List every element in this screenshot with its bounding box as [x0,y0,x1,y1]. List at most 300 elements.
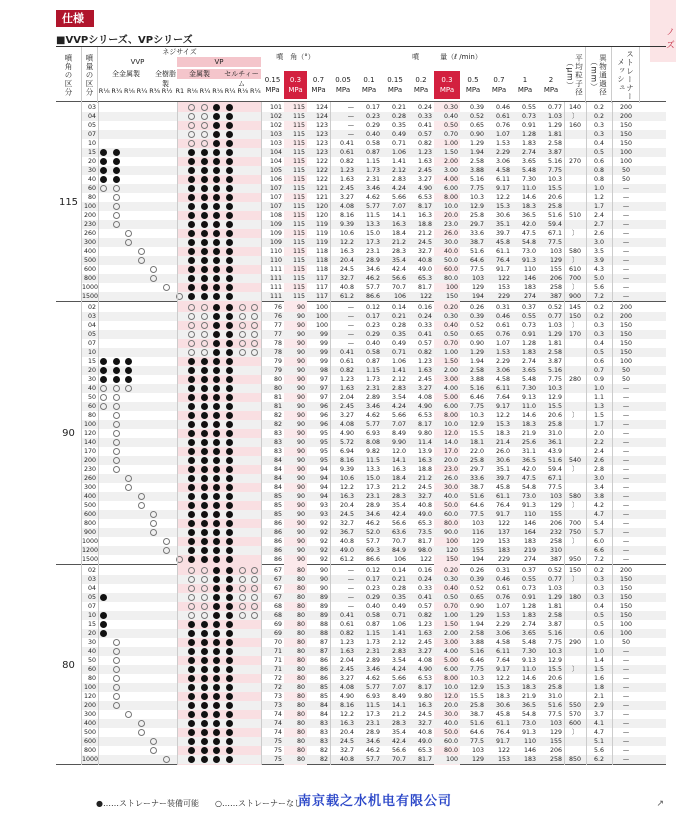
flow-value-cell: 0.57 [417,340,432,347]
angle-value-cell: 82 [319,747,328,754]
flow-value-cell: 5.16 [547,367,562,374]
free-pass-cell: 1.5 [593,412,604,419]
table-row [82,202,666,211]
free-pass-cell: 1.7 [593,203,604,210]
flow-value-cell: 34.6 [365,266,380,273]
flow-value-cell: 18.3 [521,421,536,428]
no-strainer-dot-icon [113,657,120,664]
flow-code-cell: 400 [83,720,96,727]
strainer-available-dot-icon [113,158,120,165]
angle-value-cell: 80 [296,702,305,709]
angle-value-cell: 117 [315,293,328,300]
strainer-mesh-cell: — [622,502,630,509]
strainer-available-dot-icon [213,358,220,365]
flow-value-cell: 40.8 [417,502,432,509]
strainer-mesh-cell: 150 [619,131,633,138]
strainer-mesh-cell: 150 [619,603,633,610]
flow-value-cell: 1.23 [417,149,432,156]
angle-value-cell: 90 [296,430,305,437]
flow-value-cell: 7.75 [547,167,562,174]
free-pass-cell: 0.3 [593,585,604,592]
flow-value-cell: 0.39 [469,104,484,111]
angle-value-cell: 123 [315,122,328,129]
flow-value-cell: 2.29 [495,149,510,156]
flow-value-cell: 0.61 [339,149,354,156]
angle-value-cell: 90 [319,567,328,574]
strainer-mesh-cell: — [622,412,630,419]
flow-value-cell: 274 [523,556,536,563]
flow-value-cell: 110 [523,266,536,273]
strainer-mesh-cell: 150 [619,331,633,338]
strainer-available-dot-icon [226,621,233,628]
flow-value-cell: 30.0 [443,711,458,718]
strainer-available-dot-icon [100,621,107,628]
particle-size-cell: 〕 [571,322,579,329]
flow-value-cell: 1.81 [547,340,562,347]
no-strainer-dot-icon [251,340,258,347]
free-pass-cell: 0.2 [593,104,604,111]
group-angle-label: 80 [56,565,82,765]
strainer-mesh-cell: — [622,430,630,437]
flow-value-cell: 12.2 [339,484,354,491]
strainer-mesh-cell: — [622,394,630,401]
no-strainer-dot-icon [188,122,195,129]
strainer-available-dot-icon [188,702,195,709]
flow-value-cell: 7.30 [521,385,536,392]
flow-value-cell: 14.6 [521,412,536,419]
flow-value-cell: 2.74 [521,149,536,156]
flow-value-cell: 46.2 [365,275,380,282]
free-pass-cell: 0.2 [593,113,604,120]
strainer-available-dot-icon [213,484,220,491]
flow-value-cell: 2.58 [547,612,562,619]
table-row [82,339,666,348]
strainer-available-dot-icon [201,239,208,246]
no-strainer-dot-icon [113,421,120,428]
strainer-mesh-cell: — [622,385,630,392]
particle-size-cell [564,656,586,665]
table-row [82,710,666,719]
strainer-available-dot-icon [213,538,220,545]
flow-value-cell: 129 [549,729,562,736]
strainer-available-dot-icon [213,529,220,536]
flow-value-cell: 1.29 [469,140,484,147]
strainer-available-dot-icon [226,556,233,563]
flow-value-cell: 70.7 [391,756,406,763]
strainer-mesh-cell: 100 [619,149,633,156]
flow-value-cell: 164 [523,529,536,536]
flow-value-cell: 1.23 [339,639,354,646]
flow-value-cell: 0.61 [495,585,510,592]
particle-size-cell [564,393,586,402]
header-flow-pressure: 0.7 MPa [491,76,507,94]
flow-code-cell: 02 [87,567,96,574]
strainer-mesh-cell: — [622,284,630,291]
flow-value-cell: 258 [549,538,562,545]
strainer-available-dot-icon [226,547,233,554]
header-thread-col: R¼ [111,87,123,95]
flow-code-cell: 50 [87,657,96,664]
strainer-available-dot-icon [201,529,208,536]
strainer-available-dot-icon [226,194,233,201]
flow-value-cell: 33.6 [469,230,484,237]
flow-value-cell: 46.2 [365,520,380,527]
flow-value-cell: 0.70 [443,603,458,610]
flow-value-cell: 2.29 [495,358,510,365]
flow-value-cell: 5.77 [365,684,380,691]
strainer-available-dot-icon [226,520,233,527]
flow-value-cell: 11.5 [365,457,380,464]
angle-value-cell: 111 [269,266,282,273]
flow-value-cell: 0.24 [417,576,432,583]
flow-value-cell: 0.87 [365,358,380,365]
flow-value-cell: 8.00 [443,675,458,682]
flow-value-cell: 59.4 [547,466,562,473]
strainer-available-dot-icon [213,457,220,464]
strainer-mesh-cell: — [622,421,630,428]
angle-value-cell: 121 [315,185,328,192]
strainer-available-dot-icon [188,538,195,545]
flow-code-cell: 50 [87,394,96,401]
flow-value-cell: 4.24 [391,666,406,673]
particle-size-cell: 550 [568,702,582,709]
header-thread-size: ネジサイズ [162,48,197,56]
strainer-available-dot-icon [188,212,195,219]
side-index-tab[interactable]: ノズ [650,0,676,62]
strainer-available-dot-icon [226,457,233,464]
flow-value-cell: 80.0 [443,275,458,282]
strainer-available-dot-icon [201,756,208,763]
flow-value-cell: 65.3 [417,275,432,282]
flow-value-cell: 4.08 [339,421,354,428]
strainer-available-dot-icon [188,738,195,745]
flow-value-cell: 56.6 [391,520,406,527]
flow-code-cell: 1000 [82,284,99,291]
free-pass-cell: 5.1 [593,738,604,745]
flow-code-cell: 230 [83,221,96,228]
strainer-mesh-cell: — [622,266,630,273]
flow-value-cell: 5.66 [391,412,406,419]
angle-value-cell: 115 [292,248,305,255]
angle-value-cell: 90 [319,585,328,592]
no-strainer-dot-icon [201,104,208,111]
column-divider [261,102,262,302]
flow-value-cell: 31.1 [521,448,536,455]
flow-value-cell: 20.6 [547,194,562,201]
group-angle-label: 90 [56,302,82,565]
angle-value-cell: 90 [296,349,305,356]
strainer-available-dot-icon [201,702,208,709]
flow-code-cell: 05 [87,331,96,338]
angle-value-cell: 80 [296,567,305,574]
flow-value-cell: 0.40 [443,585,458,592]
angle-value-cell: 92 [319,529,328,536]
flow-value-cell: 1.94 [469,358,484,365]
no-strainer-dot-icon [201,612,208,619]
flow-value-cell: 6.11 [495,176,510,183]
flow-value-cell: 67.1 [547,230,562,237]
strainer-available-dot-icon [188,194,195,201]
table-row [82,737,666,746]
flow-value-cell: 0.82 [339,367,354,374]
angle-value-cell: 95 [319,439,328,446]
flow-value-cell: 91.7 [495,266,510,273]
strainer-mesh-cell: 150 [619,576,633,583]
flow-value-cell: 7.07 [391,684,406,691]
flow-code-cell: 80 [87,194,96,201]
column-divider [564,102,565,302]
flow-value-cell: 153 [497,756,510,763]
flow-value-cell: 0.33 [417,322,432,329]
flow-value-cell: 20.4 [339,257,354,264]
flow-value-cell: 69.3 [365,547,380,554]
strainer-available-dot-icon [213,585,220,592]
no-strainer-dot-icon [239,313,246,320]
no-strainer-dot-icon [150,275,157,282]
table-row [82,465,666,474]
no-strainer-dot-icon [188,313,195,320]
flow-value-cell: 1.81 [547,603,562,610]
flow-value-cell: 23.1 [365,720,380,727]
strainer-available-dot-icon [113,167,120,174]
strainer-available-dot-icon [213,567,220,574]
flow-value-cell: 49.0 [417,266,432,273]
particle-size-cell [564,674,586,683]
flow-value-cell: 0.35 [391,331,406,338]
strainer-available-dot-icon [226,176,233,183]
free-pass-cell: 0.5 [593,349,604,356]
header-strainer-mesh: ストレーナーメッシュ [612,47,640,103]
column-divider [98,302,99,565]
flow-value-cell: 15.3 [495,684,510,691]
flow-code-cell: 40 [87,176,96,183]
flow-value-cell: 16.3 [417,457,432,464]
strainer-available-dot-icon [226,702,233,709]
flow-value-cell: 3.00 [443,639,458,646]
flow-value-cell: 122 [497,275,510,282]
flow-value-cell: 90.0 [443,529,458,536]
flow-value-cell: 4.62 [365,194,380,201]
angle-value-cell: 67 [273,585,282,592]
strainer-available-dot-icon [226,594,233,601]
flow-value-cell: 1.23 [339,376,354,383]
flow-value-cell: 0.91 [521,331,536,338]
flow-value-cell: 1.50 [443,149,458,156]
flow-value-cell: 1.94 [469,621,484,628]
flow-value-cell: 4.24 [391,185,406,192]
strainer-available-dot-icon [213,113,220,120]
angle-value-cell: 80 [296,756,305,763]
flow-value-cell: 0.82 [339,630,354,637]
particle-size-cell [564,148,586,157]
angle-value-cell: 115 [292,131,305,138]
angle-value-cell: 80 [296,675,305,682]
flow-value-cell: 4.90 [339,430,354,437]
flow-value-cell: 9.39 [339,221,354,228]
header-flow-pressure: 0.05 MPa [335,76,351,94]
flow-value-cell: 8.16 [339,702,354,709]
strainer-available-dot-icon [213,304,220,311]
flow-value-cell: 77.5 [547,711,562,718]
strainer-mesh-cell: — [622,484,630,491]
particle-size-cell: 570 [568,711,582,718]
no-strainer-dot-icon [113,693,120,700]
flow-value-cell: 40.0 [443,248,458,255]
flow-value-cell: 25.8 [469,457,484,464]
angle-value-cell: 93 [319,502,328,509]
table-row [82,519,666,528]
free-pass-cell: 6.0 [593,538,604,545]
no-strainer-dot-icon [251,322,258,329]
flow-value-cell: 12.0 [443,693,458,700]
flow-value-cell: 91.3 [521,257,536,264]
angle-value-cell: 115 [292,185,305,192]
flow-value-cell: 21.9 [521,693,536,700]
no-strainer-dot-icon [188,304,195,311]
strainer-available-dot-icon [188,412,195,419]
flow-value-cell: 28.3 [391,493,406,500]
strainer-mesh-cell: — [622,711,630,718]
flow-value-cell: 5.16 [469,176,484,183]
flow-code-cell: 200 [83,457,96,464]
angle-value-cell: 90 [296,331,305,338]
angle-value-cell: 87 [319,639,328,646]
flow-value-cell: 91.3 [521,729,536,736]
strainer-available-dot-icon [213,221,220,228]
particle-size-cell [564,692,586,701]
strainer-available-dot-icon [201,412,208,419]
flow-value-cell: 11.0 [521,666,536,673]
particle-size-cell: 510 [568,212,582,219]
strainer-mesh-cell: 150 [619,322,633,329]
flow-value-cell: 1.15 [365,158,380,165]
angle-value-cell: 90 [296,466,305,473]
flow-value-cell: 15.5 [469,693,484,700]
flow-value-cell: 2.83 [391,176,406,183]
flow-value-cell: 6.53 [417,412,432,419]
flow-value-cell: 56.6 [391,747,406,754]
flow-code-cell: 04 [87,585,96,592]
angle-value-cell: 111 [269,284,282,291]
flow-value-cell: 12.2 [495,194,510,201]
strainer-available-dot-icon [213,594,220,601]
strainer-available-dot-icon [201,538,208,545]
flow-code-cell: 40 [87,648,96,655]
flow-code-cell: 800 [83,520,96,527]
header-angle-code: 噴角の区分 [56,47,82,103]
flow-value-cell: 5.48 [521,376,536,383]
strainer-available-dot-icon [213,439,220,446]
strainer-mesh-cell: — [622,293,630,300]
free-pass-cell: 0.6 [593,358,604,365]
no-strainer-dot-icon [201,585,208,592]
flow-value-cell: 3.65 [521,367,536,374]
flow-value-cell: 42.0 [521,221,536,228]
free-pass-cell: 1.1 [593,394,604,401]
flow-value-cell: 13.3 [365,221,380,228]
flow-value-cell: 32.7 [417,248,432,255]
strainer-available-dot-icon [226,149,233,156]
strainer-available-dot-icon [213,621,220,628]
angle-value-cell: 120 [315,212,328,219]
flow-value-cell: 1.73 [365,167,380,174]
particle-size-cell: 160 [568,122,582,129]
strainer-available-dot-icon [213,684,220,691]
strainer-mesh-cell: — [622,648,630,655]
strainer-available-dot-icon [226,603,233,610]
angle-value-cell: 115 [292,212,305,219]
particle-size-cell [564,746,586,755]
no-strainer-dot-icon [201,567,208,574]
angle-value-cell: 78 [273,340,282,347]
particle-size-cell: 280 [568,376,582,383]
flow-value-cell: 8.16 [339,457,354,464]
strainer-available-dot-icon [188,639,195,646]
angle-value-cell: 80 [296,693,305,700]
flow-value-cell: 40.8 [339,284,354,291]
table-header [56,46,666,102]
flow-value-cell: 15.3 [495,421,510,428]
angle-value-cell: 83 [273,439,282,446]
flow-code-cell: 60 [87,185,96,192]
strainer-mesh-cell: — [622,738,630,745]
strainer-available-dot-icon [201,493,208,500]
no-strainer-dot-icon [188,140,195,147]
flow-value-cell: 40.8 [417,257,432,264]
flow-value-cell: 3.27 [339,675,354,682]
no-strainer-dot-icon [113,675,120,682]
table-row [82,656,666,665]
strainer-available-dot-icon [201,266,208,273]
angle-value-cell: 71 [273,657,282,664]
flow-code-cell: 80 [87,675,96,682]
no-strainer-dot-icon [100,385,107,392]
header-angle-pressure: 0.15 MPa [264,76,281,94]
angle-value-cell: 110 [269,257,282,264]
flow-value-cell: 4.90 [417,403,432,410]
table-row [82,510,666,519]
flow-value-cell: 77.5 [469,738,484,745]
flow-value-cell: 5.16 [469,648,484,655]
flow-value-cell: 42.0 [521,466,536,473]
flow-value-cell: 2.74 [521,358,536,365]
free-pass-cell: 0.9 [593,376,604,383]
table-row [82,555,666,564]
strainer-available-dot-icon [201,448,208,455]
flow-value-cell: 4.90 [339,693,354,700]
flow-value-cell: 1.63 [417,630,432,637]
flow-value-cell: 2.29 [495,621,510,628]
no-strainer-dot-icon [113,639,120,646]
strainer-available-dot-icon [201,520,208,527]
header-thread-col: R⅛ [123,87,135,95]
flow-value-cell: 5.72 [339,439,354,446]
flow-value-cell: 7.75 [469,666,484,673]
angle-group [56,565,666,765]
particle-size-cell [564,357,586,366]
strainer-mesh-cell: 200 [619,304,633,311]
flow-value-cell: 10.0 [443,421,458,428]
flow-value-cell: 16.3 [339,720,354,727]
flow-value-cell: 25.8 [469,212,484,219]
series-title: ■VVPシリーズ、VPシリーズ [56,35,193,46]
no-strainer-dot-icon [251,603,258,610]
strainer-available-dot-icon [213,603,220,610]
strainer-available-dot-icon [213,502,220,509]
flow-value-cell: 6.00 [443,185,458,192]
particle-size-cell: 〕 [571,230,579,237]
strainer-available-dot-icon [100,367,107,374]
